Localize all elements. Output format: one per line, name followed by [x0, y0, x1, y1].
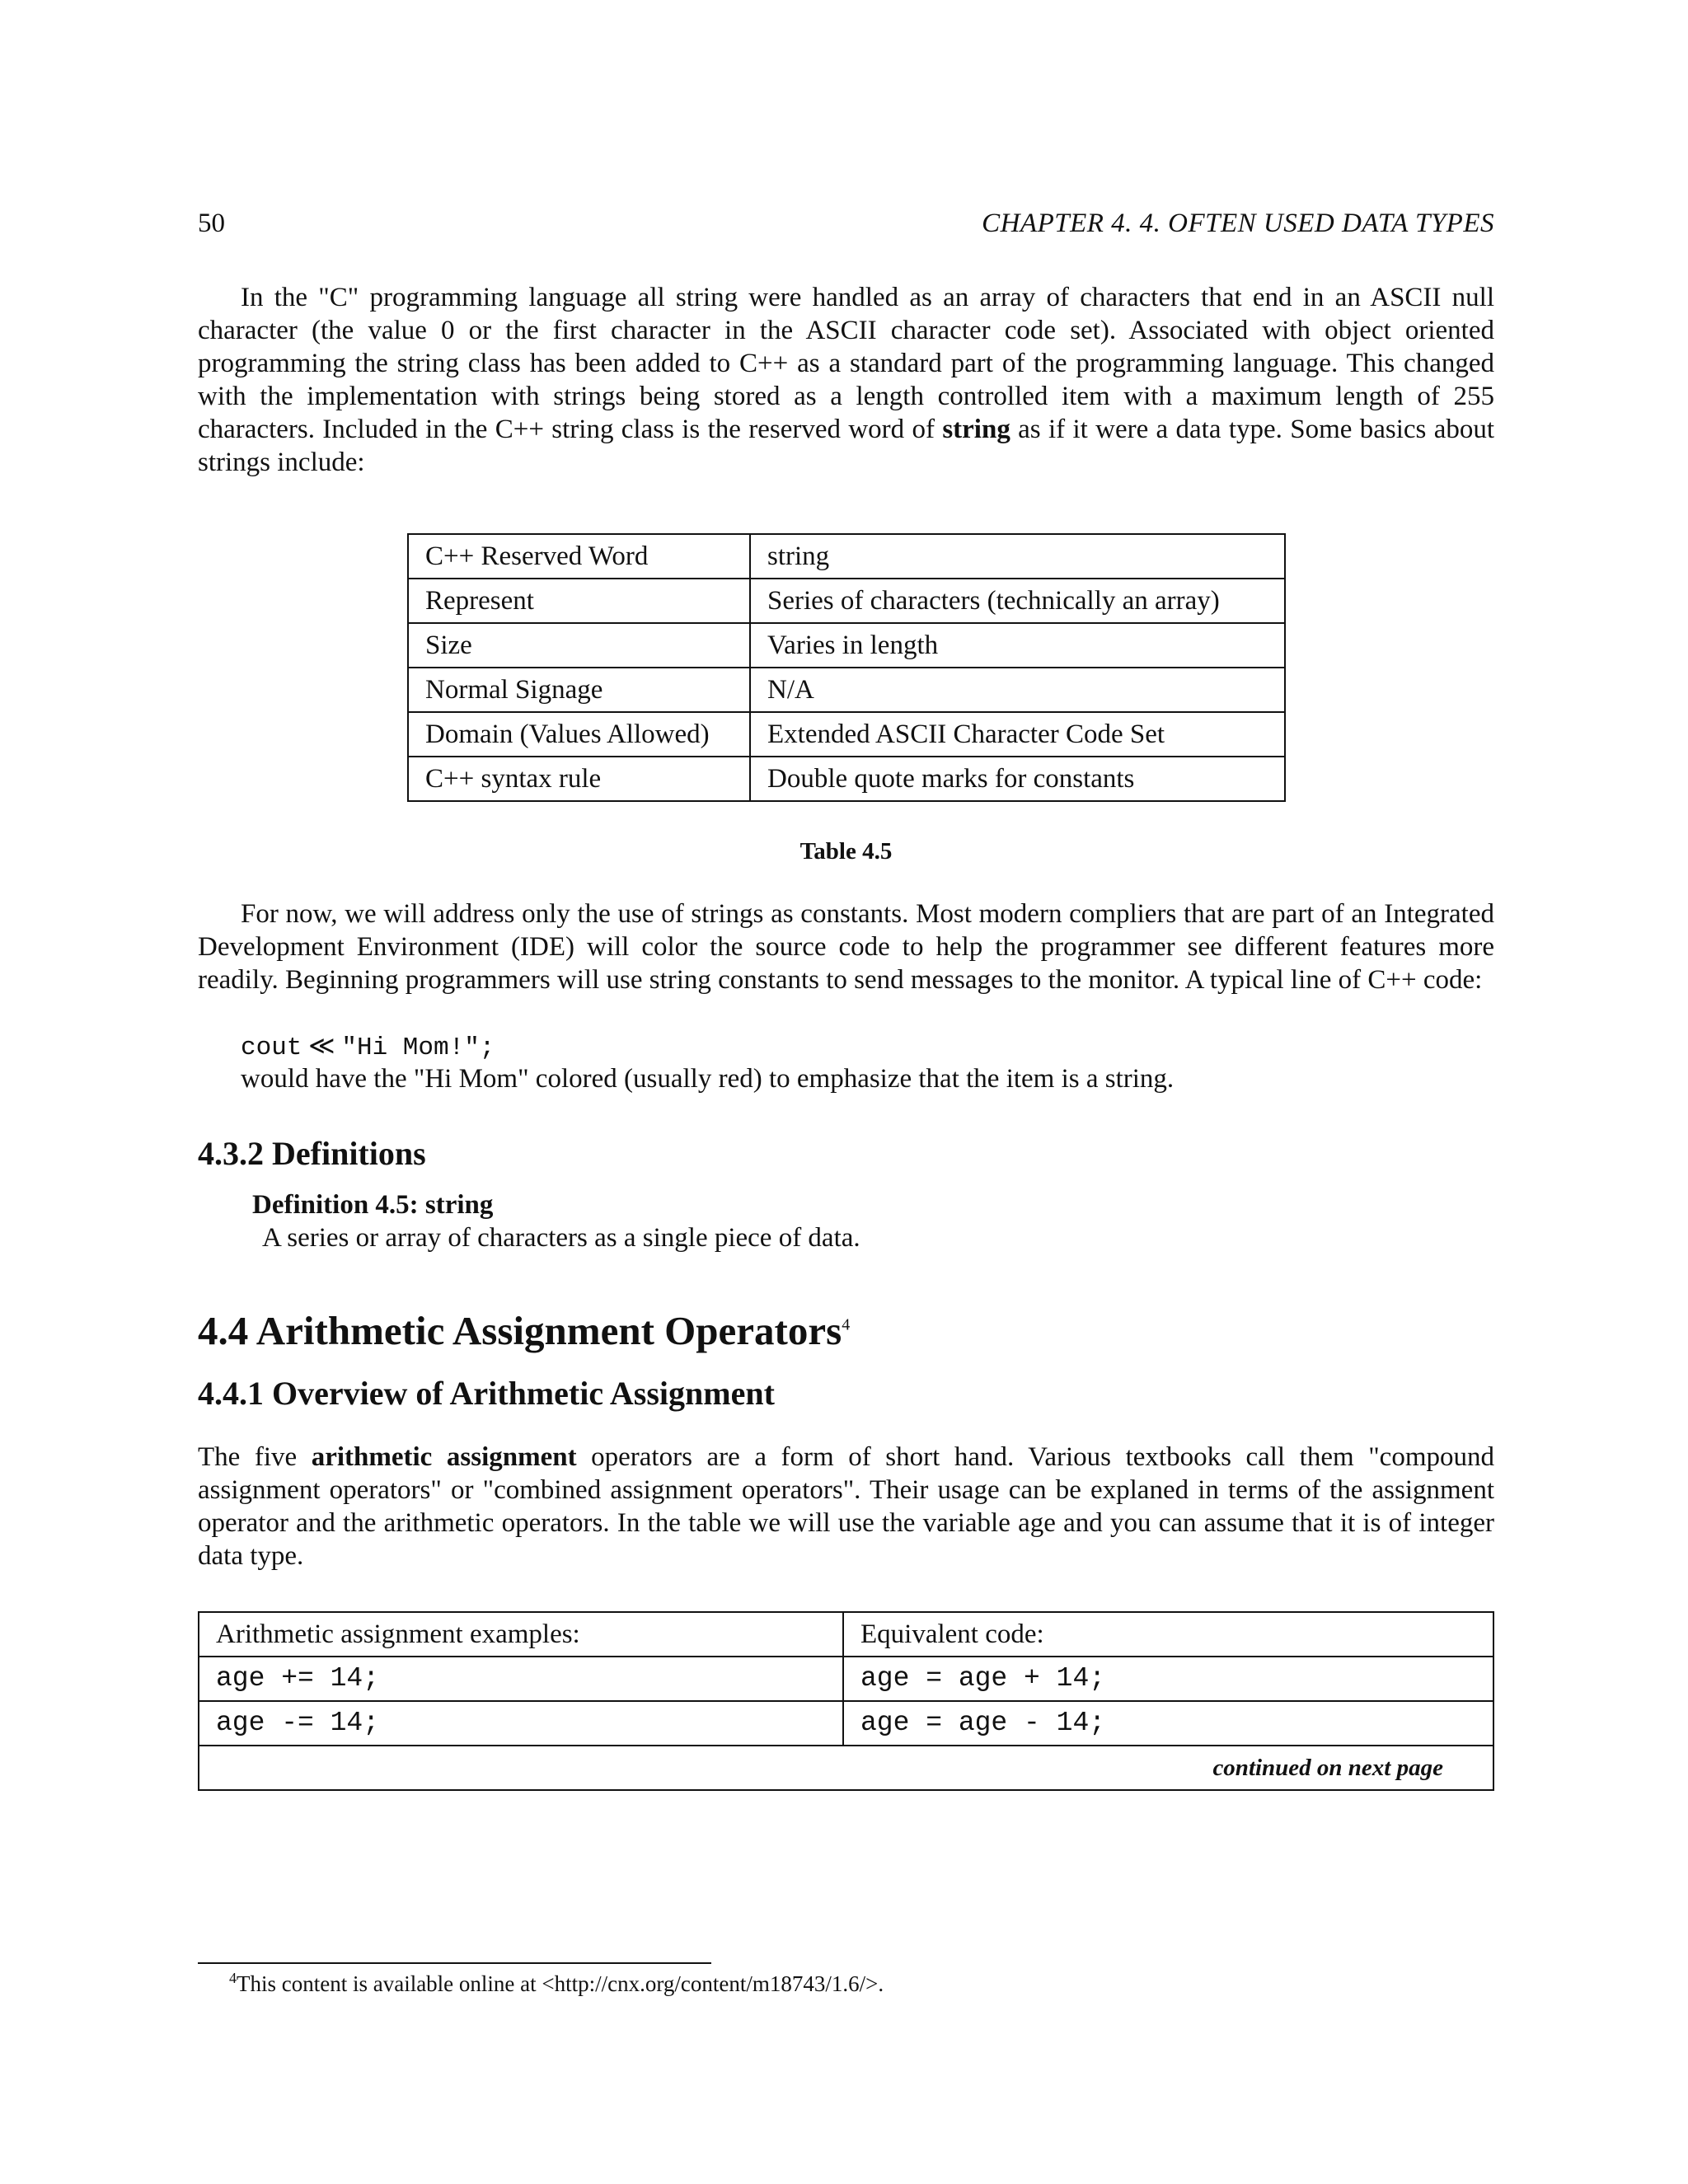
definitions-heading: 4.3.2 Definitions — [198, 1135, 426, 1172]
arithmetic-assignment-table — [198, 1611, 1494, 1791]
table-row: Domain (Values Allowed) Extended ASCII Character Code Set — [408, 712, 1285, 757]
arithmetic-paragraph: The five arithmetic assignment operators are a form of short hand. Various textbooks call them "compound assignment operators" or "combined assignment operators". Their usage can be explaned in terms of the assignment operator and the arithmetic operators. In the table we will use the variable age and you can assume that it is of integer data type. — [198, 1442, 1494, 1571]
table-row: Represent Series of characters (technically an array) — [408, 579, 1285, 623]
table-row: C++ Reserved Word string — [408, 534, 1285, 579]
subsection-heading: 4.4.1 Overview of Arithmetic Assignment — [198, 1375, 775, 1412]
table-caption: Table 4.5 — [799, 838, 893, 865]
table-header-row — [199, 1612, 1493, 1657]
running-head: CHAPTER 4. 4. OFTEN USED DATA TYPES — [982, 209, 1494, 238]
column-header: Equivalent code: — [843, 1612, 1493, 1657]
bold-term: arithmetic assignment — [311, 1442, 577, 1472]
column-header: Arithmetic assignment examples: — [199, 1612, 843, 1657]
code-explanation: would have the "Hi Mom" colored (usually red) to emphasize that the item is a string. — [241, 1064, 1175, 1094]
footnote-divider — [198, 1962, 711, 1964]
bold-term: string — [942, 415, 1010, 444]
footnote: $^4$This content is available online at <http://cnx.org/content/m18743/1.6/>. — [229, 1970, 884, 1996]
page-number: 50 — [198, 209, 225, 238]
definition-body: A series or array of characters as a single piece of data. — [262, 1223, 860, 1253]
code-example: cout ≪ "Hi Mom!"; — [241, 1031, 495, 1062]
string-properties-table — [407, 533, 1286, 802]
continued-note: continued on next page — [199, 1746, 1493, 1790]
intro-paragraph: In the "C" programming language all string were handled as an array of characters that end in an ASCII null character (the value 0 or the first character in the ASCII character code set). Associated with object oriented programming the string class has been added to C++ as a standard part of the programming language. This changed with the implementation with strings being stored as a length controlled item with a maximum length of 255 characters. Included in the C++ string class is the reserved word of string as if it were a data type. Some basics about strings include: — [198, 283, 1495, 477]
constants-paragraph: For now, we will address only the use of strings as constants. Most modern compliers that are part of an Integrated Development Environment (IDE) will color the source code to help the programmer see different features more readily. Beginning programmers will use string constants to send messages to the monitor. A typical line of C++ code: — [198, 899, 1494, 995]
table-row: age += 14; age = age + 14; — [199, 1657, 1493, 1701]
table-row: Size Varies in length — [408, 623, 1285, 668]
page-header — [198, 209, 1494, 241]
table-row — [199, 1746, 1493, 1790]
section-heading: 4.4 Arithmetic Assignment Operators$^4$ — [198, 1308, 851, 1353]
footnote-mark: 4 — [842, 1315, 851, 1334]
table-row: C++ syntax rule Double quote marks for constants — [408, 757, 1285, 801]
table-row: Normal Signage N/A — [408, 668, 1285, 712]
table-row: age -= 14; age = age - 14; — [199, 1701, 1493, 1746]
definition-title: Definition 4.5: string — [252, 1190, 494, 1220]
